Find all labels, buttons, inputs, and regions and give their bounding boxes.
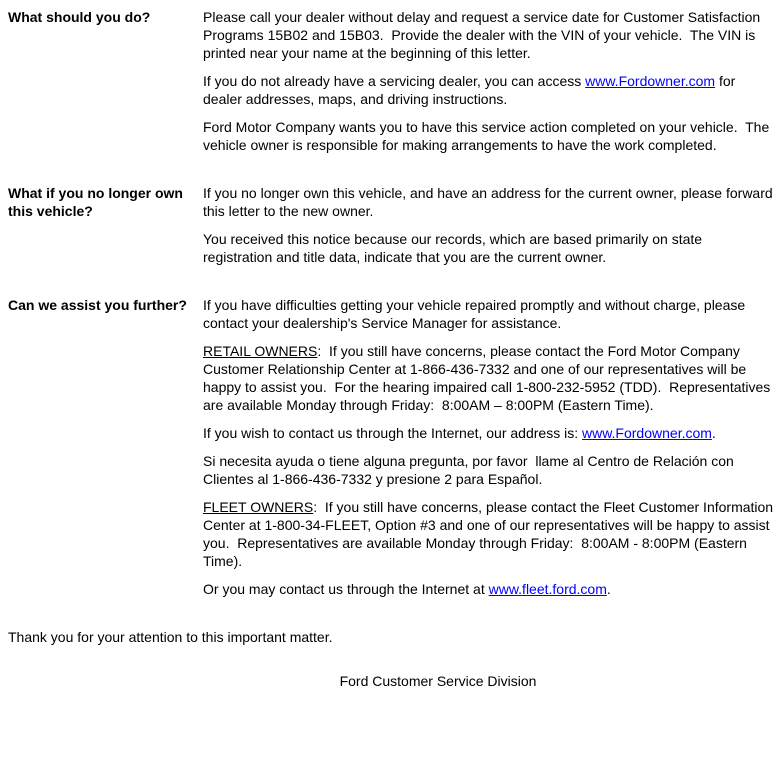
section-heading: Can we assist you further? xyxy=(8,297,187,313)
paragraph xyxy=(203,72,775,108)
underlined-label: FLEET OWNERS xyxy=(203,499,314,515)
paragraph xyxy=(203,296,775,332)
paragraph xyxy=(203,452,775,488)
closing-line: Thank you for your attention to this important matter. xyxy=(8,629,333,645)
text-run: Please call your dealer without delay and request a service date for Customer Satisfaction Programs 15B02 and 15B03. Provide the dealer with the VIN of your vehicle. The VIN is printed near your name at the beginning of this letter. xyxy=(203,9,765,61)
text-run: Si necesita ayuda o tiene alguna pregunta, por favor llame al Centro de Relación con Clientes al 1-866-436-7332 y presione 2 para Español. xyxy=(203,453,738,487)
text-run: : If you still have concerns, please contact the Ford Motor Company Customer Relationship Center at 1-866-436-7332 and one of our representatives will be happy to assist you. For the hearing impaired call 1-800-232-5952 (TDD). Representatives are available Monday through Friday: 8:00AM – 8:00PM (Eastern Time). xyxy=(203,343,775,413)
section-content xyxy=(203,296,775,608)
paragraph xyxy=(203,342,775,414)
hyperlink[interactable]: www.Fordowner.com xyxy=(581,425,712,441)
paragraph xyxy=(203,8,775,62)
letter-section xyxy=(8,184,777,276)
text-run: Ford Motor Company wants you to have this service action completed on your vehicle. The vehicle owner is responsible for making arrangements to have the work completed. xyxy=(203,119,774,153)
text-run: If you no longer own this vehicle, and have an address for the current owner, please forward this letter to the new owner. xyxy=(203,185,777,219)
text-run: . xyxy=(606,581,611,597)
section-content xyxy=(203,8,775,164)
text-run: for dealer addresses, maps, and driving instructions. xyxy=(203,73,740,107)
paragraph xyxy=(203,498,775,570)
text-run: Or you may contact us through the Internet at xyxy=(203,581,489,597)
text-run: . xyxy=(711,425,716,441)
underlined-label: RETAIL OWNERS xyxy=(203,343,318,359)
section-heading: What if you no longer own this vehicle? xyxy=(8,185,183,219)
paragraph xyxy=(203,424,775,442)
text-run: You received this notice because our records, which are based primarily on state registration and title data, indicate that you are the current owner. xyxy=(203,231,706,265)
paragraph xyxy=(203,118,775,154)
letter-body xyxy=(8,8,777,608)
section-heading: What should you do? xyxy=(8,9,151,25)
text-run: : If you still have concerns, please contact the Fleet Customer Information Center at 1-800-34-FLEET, Option #3 and one of our representatives will be happy to assist you. Representatives are available Monday through Friday: 8:00AM - 8:00PM (Eastern Time). xyxy=(203,499,777,569)
section-content xyxy=(203,184,775,276)
hyperlink[interactable]: www.Fordowner.com xyxy=(585,73,716,89)
hyperlink[interactable]: www.fleet.ford.com xyxy=(488,581,607,597)
paragraph xyxy=(203,580,775,598)
signature-line: Ford Customer Service Division xyxy=(339,673,537,689)
text-run: If you do not already have a servicing dealer, you can access xyxy=(203,73,586,89)
letter-section xyxy=(8,296,777,608)
letter-section xyxy=(8,8,774,164)
text-run: If you wish to contact us through the Internet, our address is: xyxy=(203,425,582,441)
paragraph xyxy=(203,230,775,266)
paragraph xyxy=(203,184,775,220)
text-run: If you have difficulties getting your vehicle repaired promptly and without charge, please contact your dealership's Service Manager for assistance. xyxy=(203,297,750,331)
